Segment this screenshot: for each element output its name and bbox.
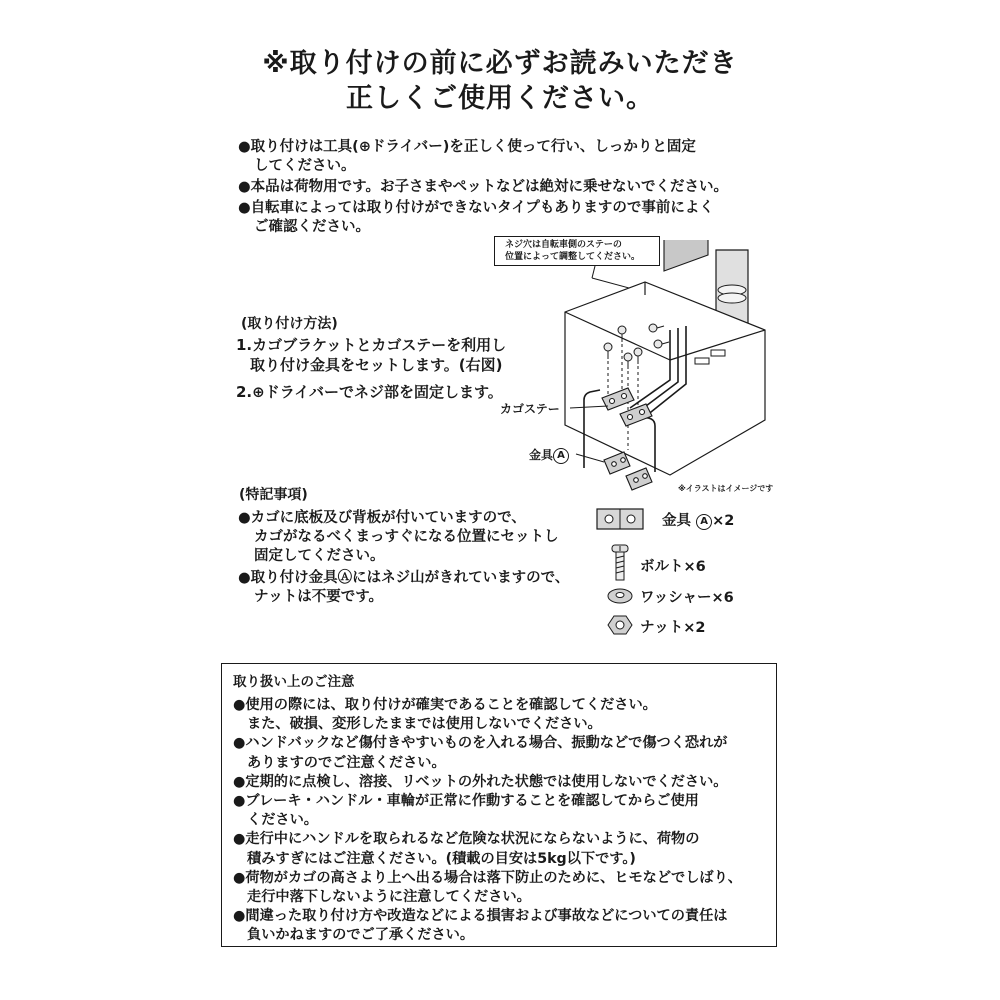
special-list [238,509,569,607]
caution-item: ●荷物がカゴの高さより上へ出る場合は落下防止のために、ヒモなどでしばり、 走行中落下しないように注意してください。 [233,869,742,906]
bolt-icon [609,544,631,582]
page-title-line2: 正しくご使用ください。 [346,83,654,114]
caution-item: ●間違った取り付け方や改造などによる損害および事故などについての責任は 負いかねますのでご了承ください。 [233,908,728,944]
method-heading: (取り付け方法) [241,316,338,332]
intro-list [238,138,728,237]
special-item: ●カゴに底板及び背板が付いていますので、 カゴがなるべくまっすぐになる位置にセットし 固定してください。 [238,510,559,564]
page-title-line1: ※取り付けの前に必ずお読みいただき [262,48,738,79]
method-step: 1.カゴブラケットとカゴステーを利用し 取り付け金具をセットします。(右図) [236,336,507,374]
intro-item: ●自転車によっては取り付けができないタイプもありますので事前によく ご確認ください。 [238,200,714,235]
label-fitting-a: 金具 A [529,446,569,464]
image-note: ※イラストはイメージです [678,484,774,493]
special-heading: (特記事項) [239,487,308,503]
cautions-title: 取り扱い上のご注意 [233,674,355,690]
label-basket-stay: カゴステー [500,402,560,416]
caution-item: ●使用の際には、取り付けが確実であることを確認してください。 また、破損、変形したままでは使用しないでください。 [233,697,657,733]
nut-icon [607,614,633,636]
caution-item: ●ブレーキ・ハンドル・車輪が正常に作動することを確認してからご使用 ください。 [233,793,699,829]
diagram-note-box: ネジ穴は自転車側のステーの 位置によって調整してください。 [494,236,660,266]
special-item: ●取り付け金具Ⓐにはネジ山がきれていますので、 ナットは不要です。 [238,570,570,605]
intro-item: ●本品は荷物用です。お子さまやペットなどは絶対に乗せないでください。 [238,179,728,195]
intro-item: ●取り付けは工具(⊕ドライバー)を正しく使って行い、しっかりと固定 してください。 [238,139,696,174]
cautions-box [221,663,777,947]
caution-item: ●定期的に点検し、溶接、リベットの外れた状態では使用しないでください。 [233,773,728,790]
caution-item: ●走行中にハンドルを取られるなど危険な状況にならないように、荷物の 積みすぎにはご注意ください。(積載の目安は5kg以下です。) [233,831,700,867]
method-step: 2.⊕ドライバーでネジ部を固定します。 [236,383,503,401]
washer-icon [607,586,633,606]
installation-diagram [480,240,780,500]
bracket-icon [596,508,644,530]
caution-item: ●ハンドバックなど傷付きやすいものを入れる場合、振動などで傷つく恐れが ありますのでご注意ください。 [233,735,728,771]
cautions-list [233,696,742,946]
